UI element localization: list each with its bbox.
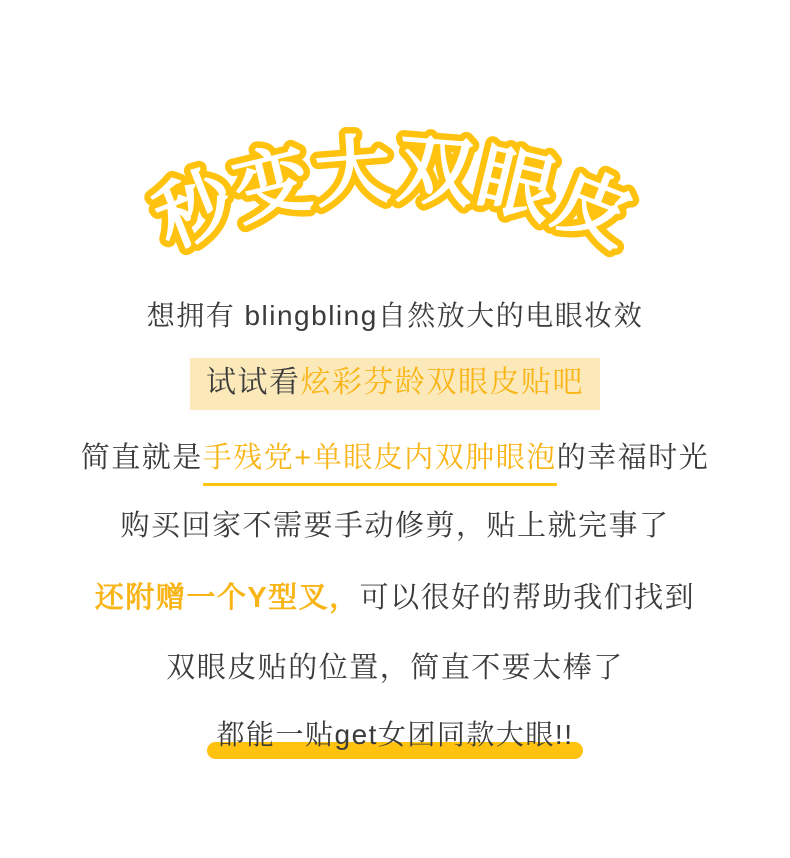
product-callout-line	[0, 358, 790, 410]
no-trim-text: 购买回家不需要手动修剪，贴上就完事了	[120, 510, 670, 542]
headline-text: 秒变大双眼皮	[143, 126, 647, 264]
closing-line	[0, 717, 790, 752]
audience-suffix: 的幸福时光	[556, 442, 710, 474]
gift-suffix: 可以很好的帮助我们找到	[359, 582, 696, 614]
audience-accent-underlined: 手残党+单眼皮内双肿眼泡	[203, 442, 557, 486]
headline-arc-svg	[135, 92, 655, 282]
callout-prefix: 试试看	[206, 366, 301, 399]
intro-line-text: 想拥有 blingbling自然放大的电眼妆效	[146, 300, 644, 331]
headline-arc	[135, 92, 655, 282]
position-text: 双眼皮贴的位置，简直不要太棒了	[166, 652, 624, 684]
audience-prefix: 简直就是	[80, 442, 203, 474]
audience-line	[0, 440, 790, 476]
product-name-accent: 炫彩芬龄双眼皮贴吧	[300, 366, 584, 399]
gift-line	[0, 580, 790, 616]
gift-accent-bold: 还附赠一个Y型叉，	[94, 582, 360, 614]
closing-marker-highlight: 都能一贴get女团同款大眼!!	[216, 719, 574, 750]
product-callout-pill	[190, 358, 600, 410]
position-line	[0, 650, 790, 686]
no-trim-line	[0, 508, 790, 544]
intro-line	[0, 298, 790, 333]
